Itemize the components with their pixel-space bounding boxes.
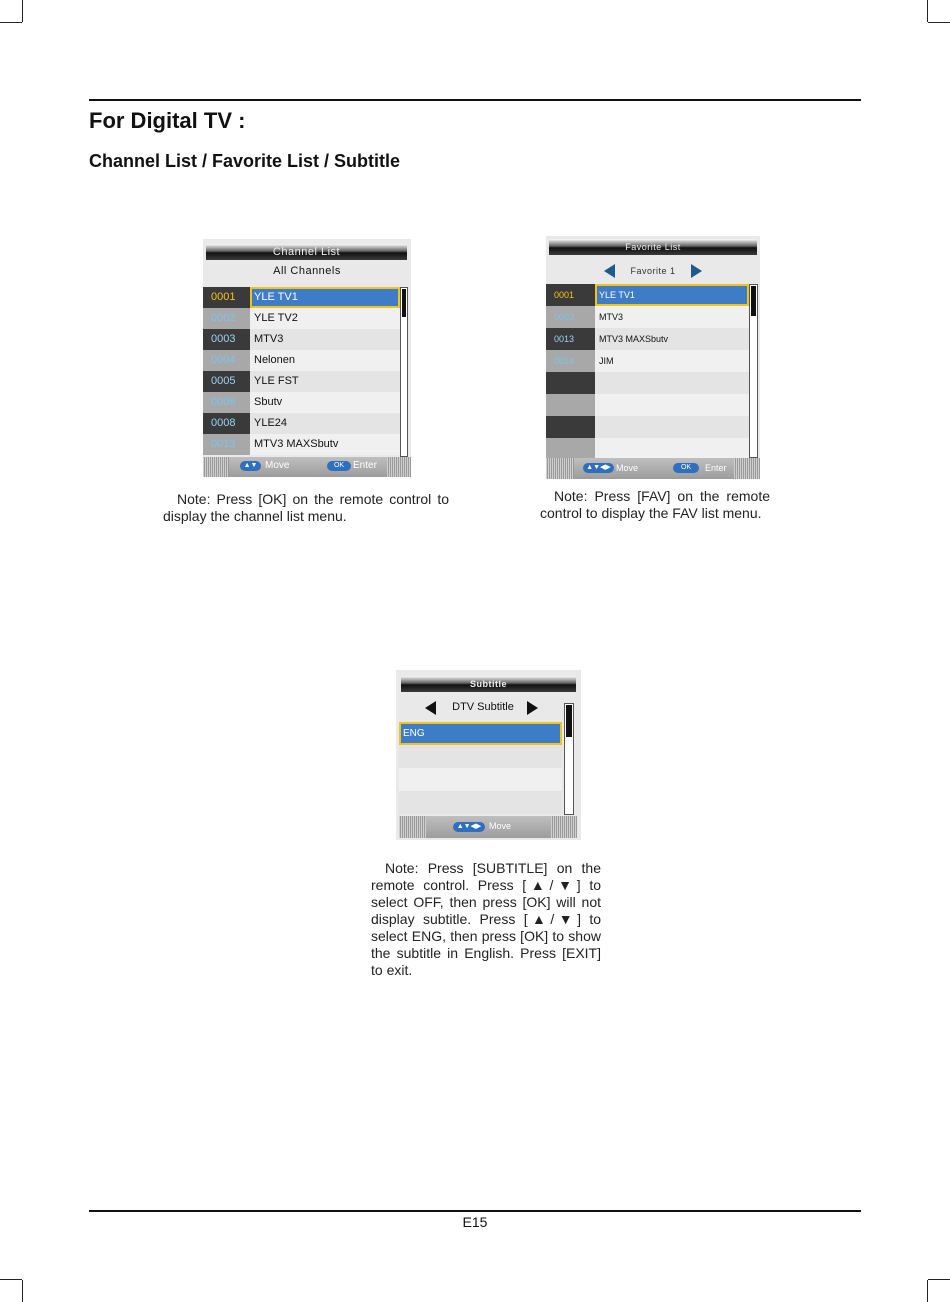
footer-pad-right (551, 816, 577, 838)
channel-number: 0013 (203, 434, 250, 455)
subtitle-footer (399, 816, 577, 838)
channel-name: MTV3 (595, 306, 749, 328)
channel-row[interactable] (546, 394, 760, 416)
scrollbar[interactable] (564, 703, 574, 815)
subtitle-selector[interactable]: DTV Subtitle (452, 701, 514, 713)
channel-row[interactable] (203, 371, 411, 392)
crop-mark (22, 0, 23, 22)
arrow-left-icon[interactable] (425, 701, 436, 715)
channel-row[interactable] (203, 329, 411, 350)
channel-name (595, 416, 749, 438)
channel-name: YLE FST (250, 371, 400, 392)
channel-number: 0014 (546, 350, 595, 372)
channel-name: JIM (595, 350, 749, 372)
channel-number: 0003 (203, 329, 250, 350)
channel-number (546, 394, 595, 416)
subtitle-menu (396, 670, 581, 840)
channel-name: Sbutv (250, 392, 400, 413)
footer-pad-left (546, 458, 574, 479)
arrow-left-icon[interactable] (604, 264, 615, 278)
move-key-icon: ▲▼◀▶ (453, 822, 485, 832)
channel-number: 0001 (546, 284, 595, 306)
channel-list-title: Channel List (206, 244, 407, 260)
channel-name (595, 372, 749, 394)
channel-number: 0006 (203, 392, 250, 413)
channel-number: 0008 (203, 413, 250, 434)
page-number: E15 (462, 1214, 488, 1230)
favorite-selector[interactable]: Favorite 1 (630, 266, 676, 276)
enter-label: Enter (705, 463, 727, 473)
crop-mark (0, 22, 22, 23)
move-label: Move (489, 821, 512, 831)
channel-name: MTV3 MAXSbutv (250, 434, 400, 455)
channel-list-footer (203, 457, 411, 477)
scrollbar-thumb[interactable] (566, 705, 572, 737)
move-key-icon: ▲▼◀▶ (583, 463, 614, 473)
channel-number: 0002 (203, 308, 250, 329)
channel-number (546, 416, 595, 438)
favorite-list-title: Favorite List (549, 239, 757, 255)
channel-row[interactable] (546, 438, 760, 460)
channel-row[interactable] (546, 328, 760, 350)
channel-name: YLE TV1 (595, 284, 749, 306)
move-label: Move (265, 460, 290, 471)
channel-row[interactable] (546, 306, 760, 328)
crop-mark (22, 1280, 23, 1302)
channel-name (595, 394, 749, 416)
scrollbar[interactable] (400, 287, 408, 457)
channel-name: MTV3 (250, 329, 400, 350)
arrow-right-icon[interactable] (527, 701, 538, 715)
channel-number: 0005 (203, 371, 250, 392)
bottom-rule (89, 1210, 861, 1212)
channel-row[interactable] (546, 350, 760, 372)
channel-list-note: Note: Press [OK] on the remote control to display the channel list menu. (163, 491, 449, 524)
crop-mark (928, 1279, 950, 1280)
channel-row[interactable] (203, 413, 411, 434)
channel-number: 0004 (203, 350, 250, 371)
channel-row[interactable] (546, 284, 760, 306)
subtitle-note: Note: Press [SUBTITLE] on the remote control. Press [▲/▼] to select OFF, then press [OK] will not display subtitle. Press [▲/▼] to select ENG, then press [OK] to show the subtitle in English. Press [EXIT] to exit. (371, 860, 601, 978)
subtitle-title: Subtitle (401, 676, 576, 692)
subtitle-option[interactable] (399, 745, 562, 768)
channel-row[interactable] (546, 372, 760, 394)
channel-name: Nelonen (250, 350, 400, 371)
move-key-icon: ▲▼ (240, 461, 261, 471)
arrow-right-icon[interactable] (691, 264, 702, 278)
scrollbar[interactable] (749, 284, 758, 458)
move-label: Move (616, 463, 639, 473)
page-subheading: Channel List / Favorite List / Subtitle (89, 151, 401, 171)
favorite-list-menu (546, 236, 760, 479)
channel-number: 0001 (203, 287, 250, 308)
favorite-list-footer (546, 458, 760, 479)
top-rule (89, 99, 861, 101)
scrollbar-thumb[interactable] (751, 286, 756, 316)
subtitle-option[interactable] (399, 791, 562, 814)
footer-pad-left (399, 816, 426, 838)
channel-row[interactable] (203, 308, 411, 329)
subtitle-option[interactable] (399, 768, 562, 791)
channel-number (546, 438, 595, 460)
channel-row[interactable] (203, 350, 411, 371)
footer-pad-right (387, 457, 411, 477)
channel-row[interactable] (546, 416, 760, 438)
channel-name (595, 438, 749, 460)
channel-row[interactable] (203, 392, 411, 413)
channel-name: YLE TV2 (250, 308, 400, 329)
crop-mark (927, 1280, 928, 1302)
channel-name: MTV3 MAXSbutv (595, 328, 749, 350)
page-heading: For Digital TV : (89, 108, 246, 133)
channel-row[interactable] (203, 434, 411, 455)
channel-number: 0003 (546, 306, 595, 328)
enter-label: Enter (353, 460, 377, 471)
channel-name: YLE24 (250, 413, 400, 434)
favorite-list-note: Note: Press [FAV] on the remote control to display the FAV list menu. (540, 488, 770, 521)
subtitle-option[interactable]: ENG (399, 722, 562, 745)
channel-list-subtitle: All Channels (273, 265, 341, 277)
channel-row[interactable] (203, 287, 411, 308)
scrollbar-thumb[interactable] (402, 289, 406, 317)
channel-name: YLE TV1 (250, 287, 400, 308)
crop-mark (0, 1279, 22, 1280)
footer-pad-left (203, 457, 229, 477)
channel-number (546, 372, 595, 394)
ok-key-icon: OK (327, 461, 351, 471)
footer-pad-right (734, 458, 760, 479)
ok-key-icon: OK (673, 463, 699, 473)
channel-number: 0013 (546, 328, 595, 350)
crop-mark (928, 22, 950, 23)
crop-mark (927, 0, 928, 22)
channel-list-menu (203, 239, 411, 477)
